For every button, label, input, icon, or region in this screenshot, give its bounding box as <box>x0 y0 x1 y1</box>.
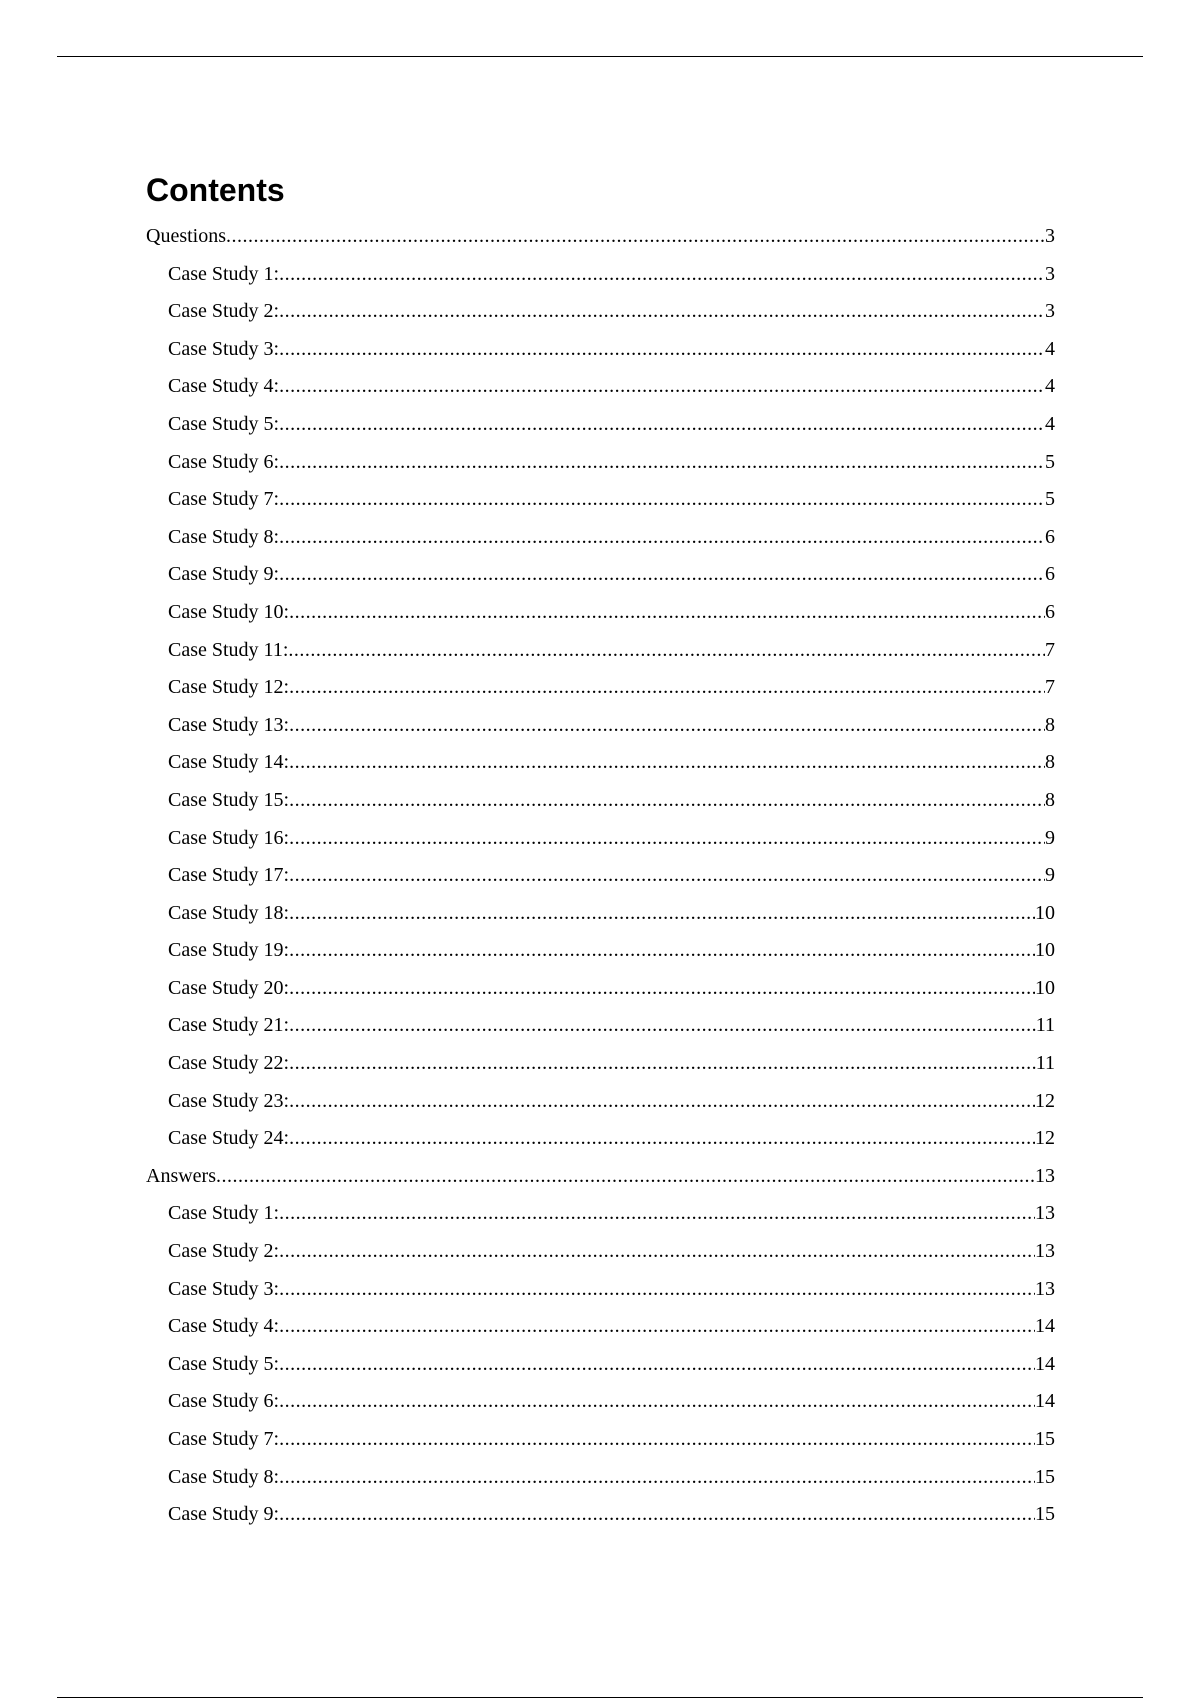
toc-dot-leader <box>279 1421 1035 1459</box>
toc-page-number: 8 <box>1045 788 1055 811</box>
toc-entry-title: Case Study 6: <box>168 1390 280 1413</box>
toc-dot-leader <box>289 782 1045 820</box>
toc-page-number: 15 <box>1035 1465 1055 1488</box>
toc-subsection-entry[interactable] <box>146 669 1055 707</box>
toc-dot-leader <box>289 1120 1035 1158</box>
toc-subsection-entry[interactable] <box>146 368 1055 406</box>
toc-page-number: 3 <box>1045 300 1055 323</box>
toc-subsection-entry[interactable] <box>146 1233 1055 1271</box>
toc-page-number: 10 <box>1035 939 1055 962</box>
toc-entry-title: Case Study 8: <box>168 525 280 548</box>
toc-subsection-entry[interactable] <box>146 1383 1055 1421</box>
toc-subsection-entry[interactable] <box>146 782 1055 820</box>
toc-entry-title: Case Study 1: <box>168 1202 280 1225</box>
toc-entry-title: Case Study 4: <box>168 1315 280 1338</box>
toc-page-number: 14 <box>1035 1352 1055 1375</box>
toc-page-number: 6 <box>1045 525 1055 548</box>
toc-dot-leader <box>279 368 1045 406</box>
toc-list <box>146 218 1055 1534</box>
toc-entry-title: Case Study 5: <box>168 412 280 435</box>
toc-page-number: 13 <box>1035 1164 1055 1187</box>
toc-entry-title: Case Study 17: <box>168 864 290 887</box>
toc-subsection-entry[interactable] <box>146 820 1055 858</box>
toc-page-number: 4 <box>1045 375 1055 398</box>
toc-page-number: 14 <box>1035 1315 1055 1338</box>
toc-section-entry[interactable] <box>146 1158 1055 1196</box>
toc-page-number: 13 <box>1035 1240 1055 1263</box>
toc-page-number: 13 <box>1035 1202 1055 1225</box>
toc-dot-leader <box>288 632 1045 670</box>
toc-dot-leader <box>289 857 1045 895</box>
toc-dot-leader <box>279 1195 1035 1233</box>
toc-subsection-entry[interactable] <box>146 1421 1055 1459</box>
toc-subsection-entry[interactable] <box>146 1120 1055 1158</box>
toc-entry-title: Case Study 3: <box>168 337 280 360</box>
toc-entry-title: Case Study 9: <box>168 1503 280 1526</box>
toc-page-number: 12 <box>1035 1089 1055 1112</box>
toc-entry-title: Case Study 5: <box>168 1352 280 1375</box>
toc-page-number: 11 <box>1035 1052 1055 1075</box>
toc-subsection-entry[interactable] <box>146 1496 1055 1534</box>
toc-entry-title: Case Study 7: <box>168 488 280 511</box>
toc-entry-title: Questions <box>146 225 226 247</box>
toc-dot-leader <box>226 218 1045 256</box>
toc-page-number: 15 <box>1035 1503 1055 1526</box>
toc-subsection-entry[interactable] <box>146 932 1055 970</box>
toc-subsection-entry[interactable] <box>146 293 1055 331</box>
toc-subsection-entry[interactable] <box>146 744 1055 782</box>
toc-subsection-entry[interactable] <box>146 1045 1055 1083</box>
toc-entry-title: Case Study 3: <box>168 1277 280 1300</box>
toc-dot-leader <box>289 970 1035 1008</box>
toc-dot-leader <box>279 256 1045 294</box>
toc-page-number: 4 <box>1045 412 1055 435</box>
toc-page-number: 15 <box>1035 1428 1055 1450</box>
toc-entry-title: Case Study 14: <box>168 751 290 774</box>
toc-page-number: 3 <box>1045 225 1055 247</box>
toc-dot-leader <box>279 1346 1035 1384</box>
toc-dot-leader <box>279 1271 1035 1309</box>
toc-page-number: 9 <box>1045 826 1055 849</box>
toc-entry-title: Case Study 21: <box>168 1014 290 1037</box>
toc-entry-title: Case Study 7: <box>168 1428 280 1450</box>
toc-entry-title: Case Study 9: <box>168 563 280 586</box>
toc-entry-title: Case Study 1: <box>168 262 280 285</box>
toc-entry-title: Case Study 20: <box>168 976 290 999</box>
toc-subsection-entry[interactable] <box>146 406 1055 444</box>
toc-dot-leader <box>289 744 1045 782</box>
toc-page-number: 3 <box>1045 262 1055 285</box>
toc-dot-leader <box>289 707 1045 745</box>
toc-page-number: 14 <box>1035 1390 1055 1413</box>
toc-dot-leader <box>289 1083 1035 1121</box>
toc-entry-title: Case Study 10: <box>168 600 290 623</box>
toc-subsection-entry[interactable] <box>146 481 1055 519</box>
toc-page-number: 6 <box>1045 563 1055 586</box>
toc-page-number: 10 <box>1035 976 1055 999</box>
toc-page-number: 7 <box>1045 676 1055 699</box>
toc-entry-title: Case Study 19: <box>168 939 290 962</box>
toc-heading: Contents <box>146 172 285 208</box>
toc-entry-title: Case Study 6: <box>168 450 280 473</box>
toc-dot-leader <box>279 519 1045 557</box>
toc-page-number: 10 <box>1035 901 1055 924</box>
toc-entry-title: Case Study 23: <box>168 1089 290 1112</box>
toc-subsection-entry[interactable] <box>146 444 1055 482</box>
toc-page-number: 12 <box>1035 1127 1055 1150</box>
toc-entry-title: Case Study 2: <box>168 1240 280 1263</box>
toc-entry-title: Case Study 12: <box>168 676 290 699</box>
toc-page-number: 7 <box>1045 638 1055 661</box>
toc-subsection-entry[interactable] <box>146 1083 1055 1121</box>
toc-entry-title: Case Study 8: <box>168 1465 280 1488</box>
toc-dot-leader <box>289 1007 1036 1045</box>
toc-subsection-entry[interactable] <box>146 256 1055 294</box>
toc-entry-title: Case Study 24: <box>168 1127 290 1150</box>
toc-subsection-entry[interactable] <box>146 1308 1055 1346</box>
toc-subsection-entry[interactable] <box>146 519 1055 557</box>
toc-subsection-entry[interactable] <box>146 1007 1055 1045</box>
toc-dot-leader <box>279 406 1045 444</box>
toc-entry-title: Case Study 11: <box>168 638 289 661</box>
toc-dot-leader <box>289 895 1035 933</box>
toc-page-number: 8 <box>1045 713 1055 736</box>
toc-entry-title: Case Study 16: <box>168 826 290 849</box>
toc-dot-leader <box>279 481 1045 519</box>
toc-subsection-entry[interactable] <box>146 895 1055 933</box>
toc-dot-leader <box>279 293 1045 331</box>
toc-page-number: 4 <box>1045 337 1055 360</box>
toc-subsection-entry[interactable] <box>146 1271 1055 1309</box>
toc-page-number: 13 <box>1035 1277 1055 1300</box>
toc-page-number: 9 <box>1045 864 1055 887</box>
toc-subsection-entry[interactable] <box>146 632 1055 670</box>
toc-section-entry[interactable] <box>146 218 1055 256</box>
toc-page-number: 5 <box>1045 488 1055 511</box>
toc-entry-title: Case Study 15: <box>168 788 290 811</box>
toc-entry-title: Case Study 4: <box>168 375 280 398</box>
toc-page-number: 5 <box>1045 450 1055 473</box>
toc-dot-leader <box>289 820 1045 858</box>
toc-dot-leader <box>289 594 1045 632</box>
toc-dot-leader <box>289 932 1035 970</box>
toc-entry-title: Case Study 18: <box>168 901 290 924</box>
toc-entry-title: Answers <box>146 1164 216 1187</box>
toc-page-number: 6 <box>1045 600 1055 623</box>
toc-subsection-entry[interactable] <box>146 556 1055 594</box>
toc-dot-leader <box>289 669 1045 707</box>
toc-subsection-entry[interactable] <box>146 331 1055 369</box>
toc-subsection-entry[interactable] <box>146 1459 1055 1497</box>
toc-dot-leader <box>216 1158 1035 1196</box>
footer-rule <box>57 1697 1143 1698</box>
toc-dot-leader <box>279 444 1045 482</box>
toc-dot-leader <box>279 331 1045 369</box>
toc-dot-leader <box>279 1308 1035 1346</box>
toc-dot-leader <box>279 1459 1035 1497</box>
toc-dot-leader <box>279 1233 1035 1271</box>
toc-subsection-entry[interactable] <box>146 707 1055 745</box>
toc-subsection-entry[interactable] <box>146 1195 1055 1233</box>
toc-page-number: 11 <box>1035 1014 1055 1037</box>
toc-dot-leader <box>279 1496 1035 1534</box>
header-rule <box>57 56 1143 57</box>
toc-entry-title: Case Study 2: <box>168 300 280 323</box>
toc-subsection-entry[interactable] <box>146 1346 1055 1384</box>
toc-entry-title: Case Study 22: <box>168 1052 290 1075</box>
toc-subsection-entry[interactable] <box>146 857 1055 895</box>
toc-dot-leader <box>279 556 1045 594</box>
toc-subsection-entry[interactable] <box>146 970 1055 1008</box>
toc-dot-leader <box>279 1383 1035 1421</box>
toc-dot-leader <box>289 1045 1036 1083</box>
toc-page-number: 8 <box>1045 751 1055 774</box>
toc-subsection-entry[interactable] <box>146 594 1055 632</box>
toc-entry-title: Case Study 13: <box>168 713 290 736</box>
